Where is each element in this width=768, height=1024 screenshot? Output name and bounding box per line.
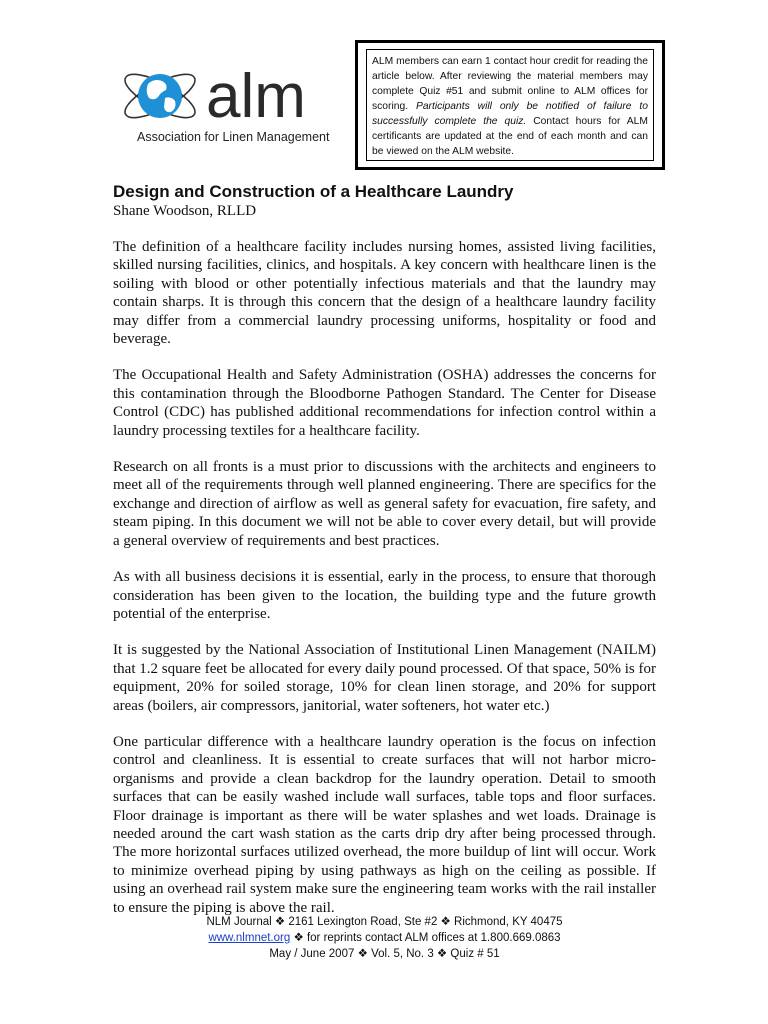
paragraph: One particular difference with a healthcare laundry operation is the focus on infection control and cleanliness. It is essential to create surfaces that will not harbor micro-organisms and provide a clean backdrop for the laundry operation. Detail to smooth surfaces that can be easily washed include wall surfaces, table tops and floor surfaces. Floor drainage is important as there will be water splashes and wet loads. Drainage is needed around the cart wash station as the carts drip dry after being processed through. The more horizontal surfaces utilized overhead, the more buildup of lint will occur. Work to minimize overhead piping by using pathways as high on the ceiling as possible. If using an overhead rail system make sure the engineering team works with the rail installer to ensure the piping is above the rail. [113,733,656,916]
paragraph: As with all business decisions it is essential, early in the process, to ensure that thorough consideration has been given to the location, the building type and the future growth potential of the enterprise. [113,569,656,622]
paragraph: It is suggested by the National Association of Institutional Linen Management (NAILM) that 1.2 square feet be allocated for every daily pound processed. Of that space, 50% is for equipment, 20% for soiled storage, 10% for clean linen storage, and 20% for support areas (boilers, air compressors, janitorial, water softeners, hot water etc.) [113,642,656,714]
alm-logo [118,62,328,150]
footer-issue: May / June 2007 ❖ Vol. 5, No. 3 ❖ Quiz # 51 [269,948,500,960]
article-author: Shane Woodson, RLLD [113,203,257,219]
footer-address: NLM Journal ❖ 2161 Lexington Road, Ste #2 ❖ Richmond, KY 40475 [206,916,563,928]
credit-notice-part2: Contact hours for ALM certificants are updated at the end of each month and can be viewed on the ALM website. [372,116,648,157]
credit-notice-box [355,40,665,170]
credit-notice-italic: Participants will only be notified of failure to successfully complete the quiz. [372,101,648,127]
article-title: Design and Construction of a Healthcare Laundry [113,182,514,201]
paragraph: The Occupational Health and Safety Administration (OSHA) addresses the concerns for this contamination through the Bloodborne Pathogen Standard. The Center for Disease Control (CDC) has published additional recommendations for infection control within a laundry processing textiles for a healthcare facility. [113,367,656,439]
article-body [113,238,656,935]
footer-reprints: ❖ for reprints contact ALM offices at 1.800.669.0863 [290,932,561,944]
credit-notice-part1: ALM members can earn 1 contact hour credit for reading the article below. After reviewing the material members may complete Quiz #51 and submit online to ALM offices for scoring. [372,56,648,112]
footer-contact-line [113,930,656,946]
logo-wordmark: alm [206,62,306,131]
paragraph: The definition of a healthcare facility includes nursing homes, assisted living facilities, skilled nursing facilities, clinics, and hospitals. A key concern with healthcare linen is the soiling with blood or other potentially infectious materials and that the laundry may contain sharps. It is through this concern that the design of a healthcare laundry facility may differ from a commercial laundry processing uniforms, hospitality or food and beverage. [113,239,656,348]
globe-orbit-icon [118,62,203,130]
page-footer [113,914,656,962]
logo-tagline: Association for Linen Management [137,130,330,144]
paragraph: Research on all fronts is a must prior to discussions with the architects and engineers to meet all of the requirements through well planned engineering. There are specifics for the exchange and direction of airflow as well as general safety for evacuation, fire safety, and steam piping. In this document we will not be able to cover every detail, but will provide a general overview of requirements and best practices. [113,459,656,549]
credit-notice-text [366,49,654,161]
website-link[interactable]: www.nlmnet.org [208,932,291,944]
